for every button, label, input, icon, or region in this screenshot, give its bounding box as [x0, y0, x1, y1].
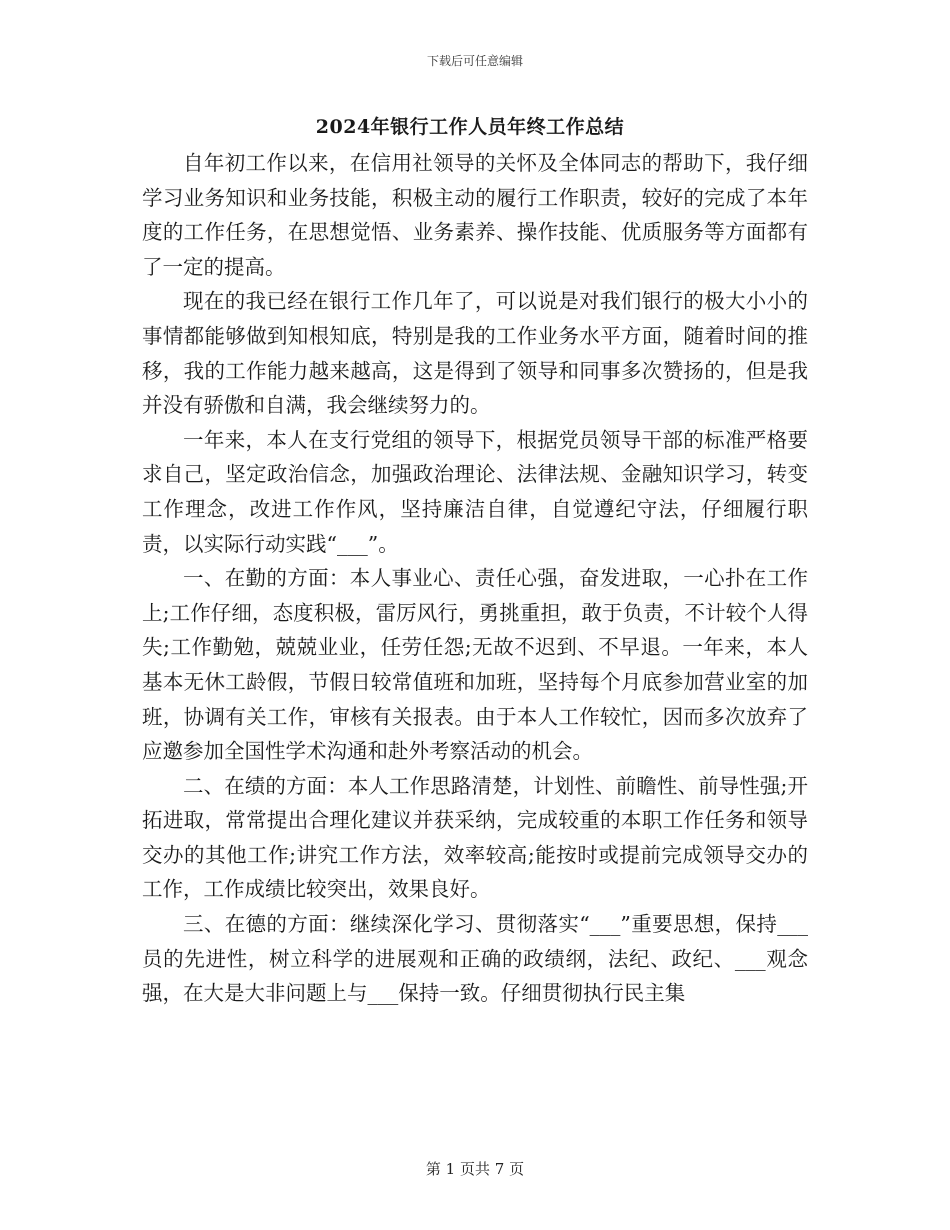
document-body: [142, 146, 808, 1011]
paragraph: 三、在德的方面：继续深化学习、贯彻落实“___”重要思想，保持___员的先进性，树立科学的进展观和正确的政绩纲，法纪、政纪、___观念强，在大是大非问题上与___保持一致。仔细贯彻执行民主集: [142, 912, 808, 1006]
header-note: 下载后可任意编辑: [426, 54, 523, 68]
paragraph: 一年来，本人在支行党组的领导下，根据党员领导干部的标准严格要求自己，坚定政治信念，加强政治理论、法律法规、金融知识学习，转变工作理念，改进工作作风，坚持廉洁自律，自觉遵纪守法，仔细履行职责，以实际行动实践“___”。: [142, 427, 808, 556]
document-title: 2024年银行工作人员年终工作总结: [315, 116, 625, 138]
paragraph: 一、在勤的方面：本人事业心、责任心强，奋发进取，一心扑在工作上;工作仔细，态度积极，雷厉风行，勇挑重担，敢于负责，不计较个人得失;工作勤勉，兢兢业业，任劳任怨;无故不迟到、不早退。一年来，本人基本无休工龄假，节假日较常值班和加班，坚持每个月底参加营业室的加班，协调有关工作，审核有关报表。由于本人工作较忙，因而多次放弃了应邀参加全国性学术沟通和赴外考察活动的机会。: [142, 566, 808, 764]
paragraph: 自年初工作以来，在信用社领导的关怀及全体同志的帮助下，我仔细学习业务知识和业务技能，积极主动的履行工作职责，较好的完成了本年度的工作任务，在思想觉悟、业务素养、操作技能、优质服务等方面都有了一定的提高。: [142, 151, 808, 279]
paragraph: 现在的我已经在银行工作几年了，可以说是对我们银行的极大小小的事情都能够做到知根知底，特别是我的工作业务水平方面，随着时间的推移，我的工作能力越来越高，这是得到了领导和同事多次赞扬的，但是我并没有骄傲和自满，我会继续努力的。: [142, 289, 808, 418]
page-number: 第 1 页共 7 页: [425, 1160, 525, 1178]
paragraph: 二、在绩的方面：本人工作思路清楚，计划性、前瞻性、前导性强;开拓进取，常常提出合理化建议并获采纳，完成较重的本职工作任务和领导交办的其他工作;讲究工作方法，效率较高;能按时或提前完成领导交办的工作，工作成绩比较突出，效果良好。: [142, 773, 808, 902]
